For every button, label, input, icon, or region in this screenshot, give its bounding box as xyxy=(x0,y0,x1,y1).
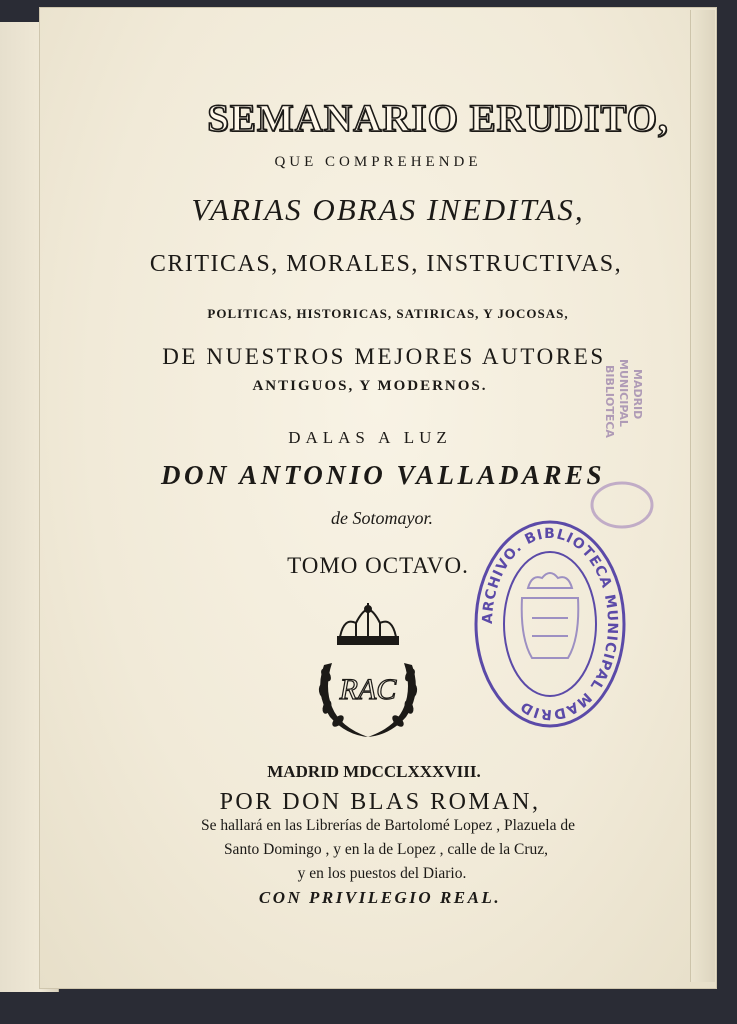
svg-text:ARCHIVO. BIBLIOTECA MUNICIPAL xyxy=(480,526,620,722)
sales-line-1: Se hallará en las Librerías de Bartolomé Lopez , Plazuela de xyxy=(201,817,575,834)
printer: POR DON BLAS ROMAN, xyxy=(219,789,541,815)
book-title: SEMANARIO ERUDITO, xyxy=(207,97,669,140)
faded-stamp-line-3: MADRID xyxy=(631,369,644,420)
faded-stamp-line-1: BIBLIOTECA xyxy=(603,365,616,438)
dalas-a-luz: DALAS A LUZ xyxy=(288,428,452,447)
archivo-biblioteca-madrid-stamp xyxy=(472,518,628,730)
faded-stamp-line-2: MUNICIPAL xyxy=(617,359,630,427)
description-line-antiguos: ANTIGUOS, Y MODERNOS. xyxy=(252,378,488,394)
description-line-varias: VARIAS OBRAS INEDITAS, xyxy=(191,192,585,227)
faded-library-stamp xyxy=(582,355,662,535)
author-surname: de Sotomayor. xyxy=(331,508,433,528)
imprint-place-year: MADRID MDCCLXXXVIII. xyxy=(267,762,481,781)
description-line-politicas: POLITICAS, HISTORICAS, SATIRICAS, Y JOCOSAS, xyxy=(207,306,569,321)
stamp-ring-text: ARCHIVO. BIBLIOTECA MUNICIPAL MADRID xyxy=(479,525,621,723)
sales-line-2: Santo Domingo , y en la de Lopez , calle de la Cruz, xyxy=(223,841,549,858)
description-line-autores: DE NUESTROS MEJORES AUTORES xyxy=(162,344,606,369)
subtitle: QUE COMPREHENDE xyxy=(274,154,482,170)
crowned-monogram-emblem-icon xyxy=(310,603,426,743)
volume-label: TOMO OCTAVO. xyxy=(287,553,469,578)
emblem-monogram: RAC xyxy=(339,673,397,706)
description-line-criticas: CRITICAS, MORALES, INSTRUCTIVAS, xyxy=(149,251,623,277)
privilege-line: CON PRIVILEGIO REAL. xyxy=(258,888,502,907)
sales-line-3: y en los puestos del Diario. xyxy=(297,865,467,882)
author-name: DON ANTONIO VALLADARES xyxy=(160,460,606,490)
